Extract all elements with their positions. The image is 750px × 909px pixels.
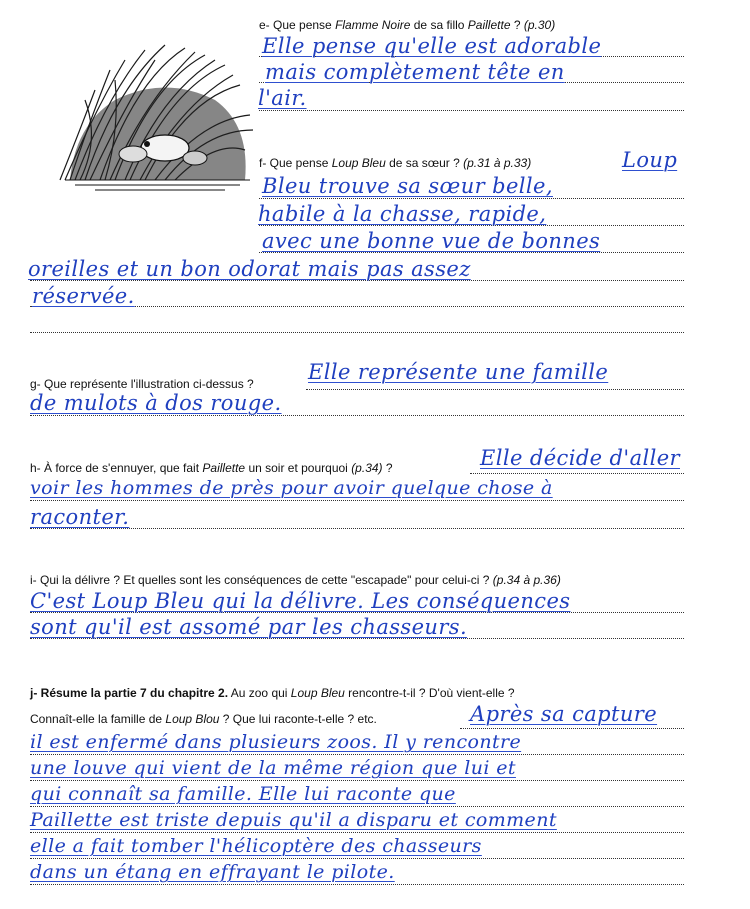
question-j-line-2 (30, 712, 377, 726)
answer-f-line-4: avec une bonne vue de bonnes (262, 229, 601, 253)
question-j-name1: Loup Bleu (290, 686, 345, 700)
dotted-line (30, 332, 684, 333)
ground-hatching (65, 180, 250, 190)
question-e-name1: Flamme Noire (335, 18, 411, 32)
question-j-q1b: rencontre-t-il ? D'où vient-elle ? (344, 686, 515, 700)
answer-g-line-1: Elle représente une famille (308, 360, 609, 384)
question-j-q1a: Au zoo qui (228, 686, 291, 700)
answer-j-line-5: Paillette est triste depuis qu'il a disparu et comment (30, 809, 557, 831)
answer-h-line-3: raconter. (30, 505, 130, 529)
question-h-lead: h- À force de s'ennuyer, que fait (30, 461, 203, 475)
question-e-mid: de sa fillo (410, 18, 468, 32)
answer-e-line-1: Elle pense qu'elle est adorable (262, 34, 602, 58)
answer-g-line-2: de mulots à dos rouge. (30, 391, 282, 415)
question-e-name2: Paillette (467, 18, 511, 32)
question-f-lead: f- Que pense (259, 156, 332, 170)
answer-i-line-2: sont qu'il est assomé par les chasseurs. (30, 615, 468, 639)
answer-f-line-6: réservée. (32, 284, 135, 308)
question-i (30, 573, 561, 587)
answer-j-line-1: Après sa capture (470, 702, 658, 726)
answer-j-line-4: qui connaît sa famille. Elle lui raconte que (30, 783, 456, 805)
question-e-ref: (p.30) (523, 18, 556, 32)
question-g (30, 377, 254, 391)
question-e-tail: ? (510, 18, 524, 32)
question-f (259, 156, 531, 170)
dotted-line (259, 110, 684, 111)
answer-f-line-3: habile à la chasse, rapide, (258, 202, 547, 226)
dotted-line (306, 389, 684, 390)
answer-j-line-3: une louve qui vient de la même région que lui et (30, 757, 516, 779)
answer-j-line-7: dans un étang en effrayant le pilote. (30, 861, 395, 883)
dotted-line (30, 858, 684, 859)
question-g-text: g- Que représente l'illustration ci-dessus ? (30, 377, 254, 391)
mice-illustration (55, 30, 255, 200)
answer-f-line-1: Loup (622, 148, 678, 172)
question-i-ref: (p.34 à p.36) (492, 573, 561, 587)
question-j-q2a: Connaît-elle la famille de (30, 712, 166, 726)
dotted-line (30, 832, 684, 833)
question-j-line-1 (30, 686, 515, 700)
answer-h-line-2: voir les hommes de près pour avoir quelque chose à (30, 477, 553, 499)
question-h-ref: (p.34) (351, 461, 383, 475)
answer-i-line-1: C'est Loup Bleu qui la délivre. Les conséquences (30, 589, 571, 613)
question-f-mid: de sa sœur ? (385, 156, 464, 170)
dotted-line (30, 415, 684, 416)
question-i-text: i- Qui la délivre ? Et quelles sont les conséquences de cette "escapade" pour celui-ci ? (30, 573, 493, 587)
dotted-line (460, 728, 684, 729)
answer-e-line-3: l'air. (258, 86, 307, 110)
question-h-end: ? (382, 461, 393, 475)
dotted-line (470, 473, 684, 474)
question-h (30, 461, 393, 475)
question-f-ref: (p.31 à p.33) (463, 156, 532, 170)
question-f-name: Loup Bleu (331, 156, 386, 170)
dotted-line (30, 500, 684, 501)
dotted-line (30, 754, 684, 755)
dotted-line (30, 780, 684, 781)
question-j-bold: j- Résume la partie 7 du chapitre 2. (30, 686, 229, 700)
dotted-line (30, 806, 684, 807)
question-j-name2: Loup Blou (165, 712, 220, 726)
answer-f-line-2: Bleu trouve sa sœur belle, (262, 174, 553, 198)
answer-j-line-2: il est enfermé dans plusieurs zoos. Il y rencontre (30, 731, 522, 753)
answer-h-line-1: Elle décide d'aller (480, 446, 680, 470)
answer-f-line-5: oreilles et un bon odorat mais pas assez (28, 257, 471, 281)
answer-j-line-6: elle a fait tomber l'hélicoptère des chasseurs (30, 835, 482, 857)
shadow-mass (70, 88, 246, 181)
question-e (259, 18, 555, 32)
answer-e-line-2: mais complètement tête en (265, 60, 565, 84)
question-j-q2b: ? Que lui raconte-t-elle ? etc. (219, 712, 377, 726)
question-h-name: Paillette (202, 461, 246, 475)
question-h-tail: un soir et pourquoi (245, 461, 352, 475)
question-e-lead: e- Que pense (259, 18, 336, 32)
dotted-line (259, 198, 684, 199)
dotted-line (30, 884, 684, 885)
